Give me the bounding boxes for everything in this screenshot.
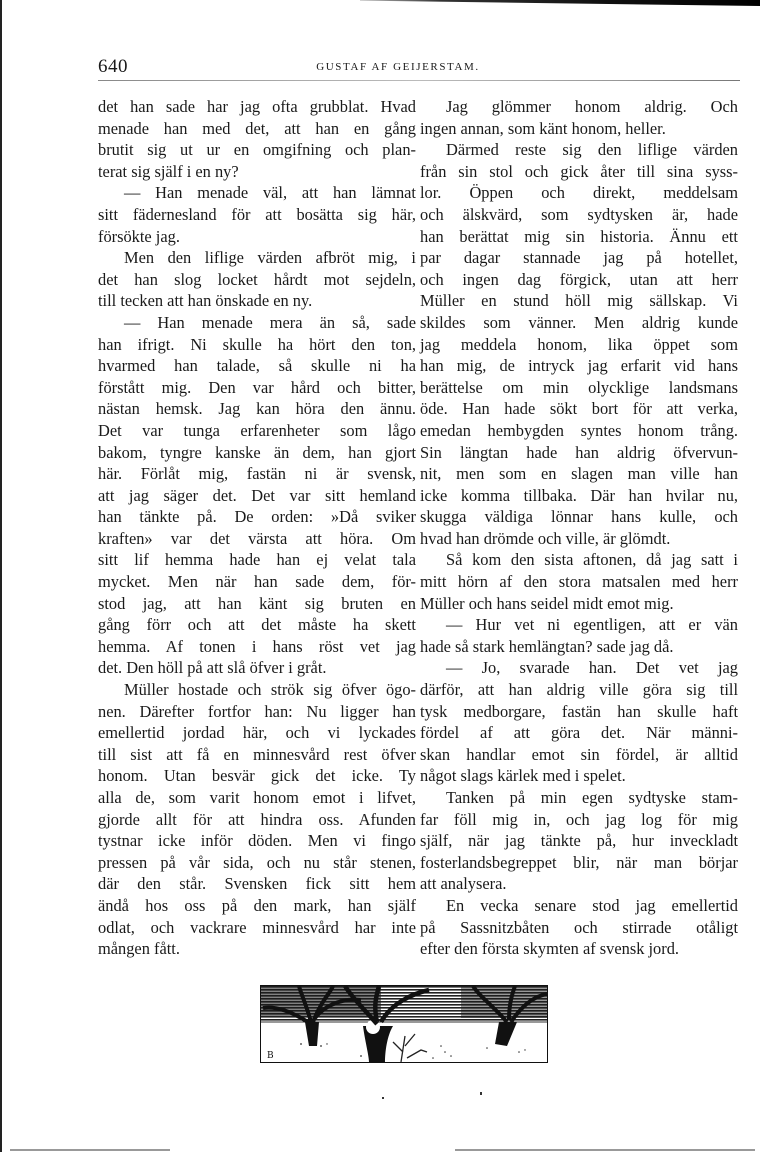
text-line: pressen på vår sida, och nu står stenen, — [98, 852, 416, 872]
text-line: till tecken att han önskade en ny. — [98, 291, 313, 311]
text-line: Müller en stund höll mig sällskap. Vi — [420, 291, 738, 311]
text-line: Jag glömmer honom aldrig. Och — [446, 97, 738, 116]
text-line: stod jag, att han känt sig bruten en — [98, 593, 416, 613]
text-line: hvarmed han talade, så skulle ni ha — [98, 356, 416, 376]
text-line: från sin stol och gick åter till sina syss- — [420, 161, 738, 181]
page-number: 640 — [98, 56, 128, 77]
running-title: GUSTAF AF GEIJERSTAM. — [316, 61, 480, 73]
text-line: fosterlandsbegreppet blir, när man börjar — [420, 852, 738, 872]
text-line: Men den liflige värden afbröt mig, i — [124, 248, 416, 268]
text-line: alla de, som varit honom emot i lifvet, — [98, 788, 416, 807]
text-line: menade han med det, att han en gång — [98, 118, 416, 138]
text-line: Det var tunga erfarenheter som lågo — [98, 420, 416, 440]
text-line: icke komma tillbaka. Där han hvilar nu, — [420, 485, 738, 505]
text-line: hemma. Af tonen i hans röst vet jag — [98, 636, 416, 656]
text-line: ändå hos oss på den mark, han själf — [98, 895, 416, 915]
text-line: tystnar icke inför döden. Men vi fingo — [98, 831, 416, 851]
scan-edge-bottom — [10, 1149, 170, 1151]
text-line: han tänkte på. De orden: »Då sviker — [98, 507, 416, 527]
text-line: bakom, tyngre kanske än dem, han gjort — [98, 442, 416, 462]
text-line: själf, när jag tänkte på, hur inveckladt — [420, 831, 738, 851]
text-line: sitt lif hemma hade han ej velat tala — [98, 550, 416, 570]
text-line: berättelse om min olycklige landsmans — [420, 377, 738, 397]
text-line: mycket. Men när han sade dem, för- — [98, 572, 416, 592]
text-line: — Han menade mera än så, sade — [124, 312, 416, 332]
text-line: En vecka senare stod jag emellertid — [446, 895, 738, 915]
text-line: par dagar stannade jag på hotellet, — [420, 248, 738, 268]
text-line: Så kom den sista aftonen, då jag satt i — [446, 550, 738, 570]
text-line: skildes som vänner. Men aldrig kunde — [420, 312, 738, 332]
scan-speck — [480, 1092, 482, 1095]
header-rule — [98, 80, 740, 81]
svg-text:B: B — [267, 1051, 274, 1061]
text-line: förstått mig. Den var hård och bitter, — [98, 377, 416, 397]
scan-edge-top — [360, 0, 760, 6]
text-line: öde. Han hade sökt bort för att verka, — [420, 399, 738, 419]
text-line: och ingen dag förgick, utan att herr — [420, 269, 738, 289]
text-line: skugga väldiga lönnar hans kulle, och — [420, 507, 738, 527]
text-line: här. Förlåt mig, fastän ni är svensk, — [98, 464, 416, 484]
text-line: honom. Utan besvär gick det icke. Ty — [98, 766, 416, 786]
text-line: mången fått. — [98, 939, 180, 959]
text-line: Sin längtan hade han aldrig öfvervun- — [420, 442, 738, 462]
text-line: skan handlar emot sin fördel, är alltid — [420, 744, 738, 764]
text-line: därför, att han aldrig ville göra sig till — [420, 680, 738, 700]
text-line: lor. Öppen och direkt, meddelsam — [420, 183, 738, 203]
text-line: han ifrigt. Ni skulle ha hört den ton, — [98, 334, 416, 354]
text-line: att analysera. — [420, 874, 507, 894]
text-line: nästan hemsk. Jag kan höra den ännu. — [98, 399, 416, 419]
text-line: emedan hembygden syntes honom trång. — [420, 420, 738, 440]
text-line: efter den första skymten af svensk jord. — [420, 939, 679, 959]
text-line: fördel af att göra det. När männi- — [420, 723, 738, 743]
text-column-left — [98, 96, 416, 960]
scan-edge-bottom — [455, 1149, 755, 1151]
text-line: far föll mig in, och jag log för mig — [420, 809, 738, 829]
text-line: mitt hörn af den stora matsalen med herr — [420, 572, 738, 592]
text-line: terat sig själf i en ny? — [98, 161, 239, 181]
text-line: försökte jag. — [98, 226, 180, 246]
tailpiece-illustration — [260, 985, 548, 1063]
text-line: odlat, och vackrare minnesvård har inte — [98, 917, 416, 937]
text-line: nit, men som en slagen man ville han — [420, 464, 738, 484]
text-line: hvad han drömde och ville, är glömdt. — [420, 528, 671, 548]
text-line: emellertid jordad här, och vi lyckades — [98, 723, 416, 743]
text-line: det han sade har jag ofta grubblat. Hvad — [98, 97, 416, 116]
text-line: till sist att få en minnesvård rest öfver — [98, 744, 416, 764]
text-line: och älskvärd, som sydtysken är, hade — [420, 204, 738, 224]
text-line: tysk medborgare, fastän han skulle haft — [420, 701, 738, 721]
text-line: det han slog locket hårdt mot sejdeln, — [98, 269, 416, 289]
text-line: nen. Därefter fortfor han: Nu ligger han — [98, 701, 416, 721]
page-header — [98, 56, 738, 76]
scan-speck — [382, 1097, 384, 1099]
text-line: gång förr och att det måste ha skett — [98, 615, 416, 635]
winter-trees-icon — [261, 986, 547, 1062]
text-column-right — [420, 96, 738, 960]
text-line: Därmed reste sig den liflige värden — [446, 140, 738, 160]
text-line: — Jo, svarade han. Det vet jag — [446, 658, 738, 678]
text-line: han berättat mig sin historia. Ännu ett — [420, 226, 738, 246]
text-line: brutit sig ut ur en omgifning och plan- — [98, 140, 416, 160]
text-line: att jag säger det. Det var sitt hemland — [98, 485, 416, 505]
text-line: — Hur vet ni egentligen, att er vän — [446, 615, 738, 635]
text-line: kraften» var det värsta att höra. Om — [98, 528, 416, 548]
text-line: på Sassnitzbåten och stirrade otåligt — [420, 917, 738, 937]
text-line: — Han menade väl, att han lämnat — [124, 183, 416, 203]
text-line: han mig, de intryck jag erfarit vid hans — [420, 356, 738, 376]
text-line: ingen annan, som känt honom, heller. — [420, 118, 666, 138]
text-line: gjorde allt för att hindra oss. Afunden — [98, 809, 416, 829]
text-line: där den står. Svensken fick sitt hem — [98, 874, 416, 894]
text-line: hade så stark hemlängtan? sade jag då. — [420, 636, 674, 656]
scan-edge-left — [0, 0, 2, 1152]
text-line: Tanken på min egen sydtyske stam- — [446, 788, 738, 807]
text-line: sitt fädernesland för att bosätta sig här, — [98, 204, 416, 224]
text-line: Müller och hans seidel midt emot mig. — [420, 593, 674, 613]
text-line: något slags kärlek med i spelet. — [420, 766, 626, 786]
text-line: jag meddela honom, lika öppet som — [420, 334, 738, 354]
text-line: Müller hostade och strök sig öfver ögo- — [124, 680, 416, 700]
text-line: det. Den höll på att slå öfver i gråt. — [98, 658, 327, 678]
